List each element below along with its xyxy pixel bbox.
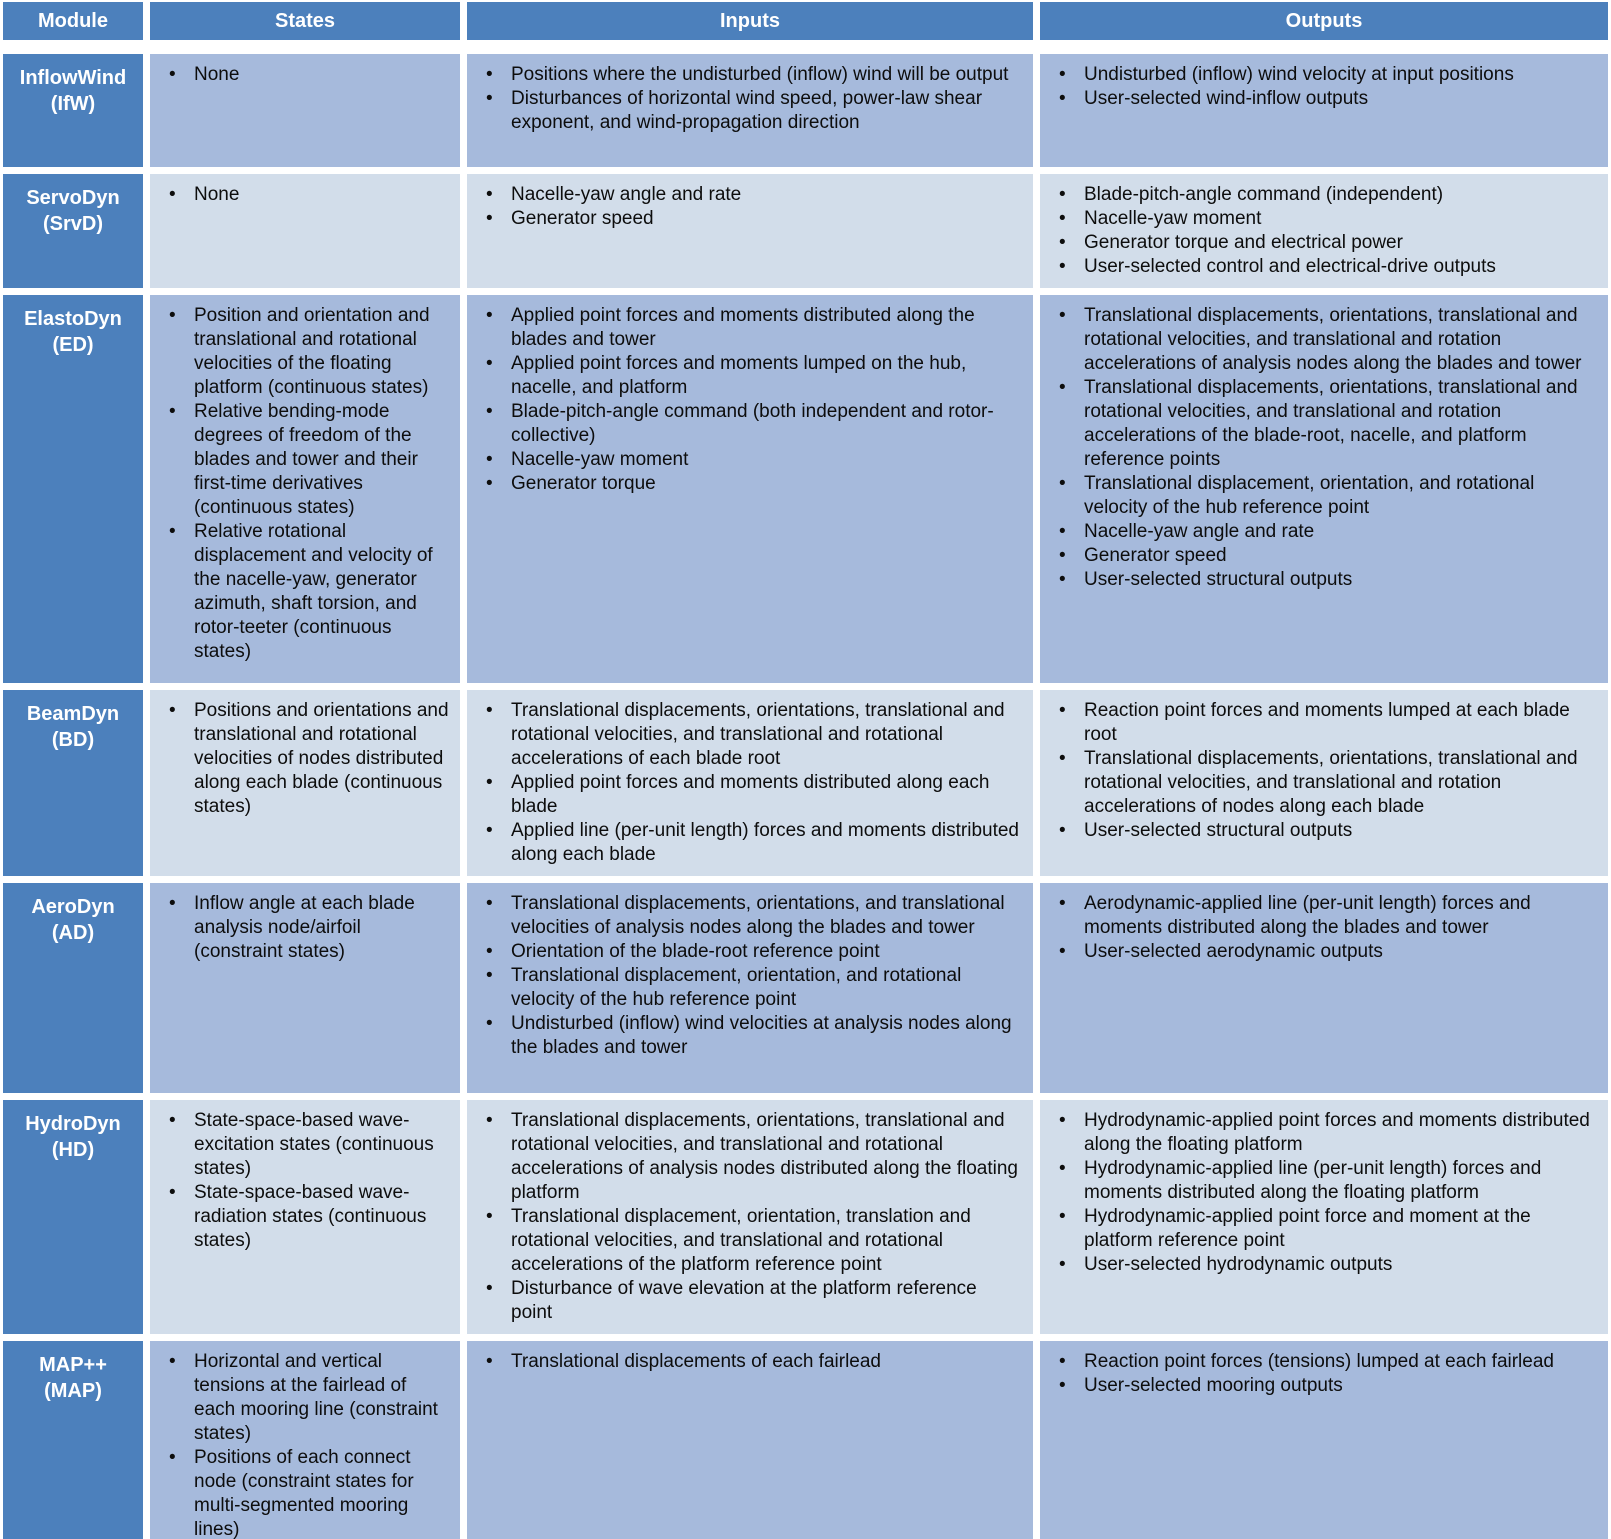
outputs-list — [1040, 699, 1598, 843]
module-name: MAP++ — [39, 1354, 107, 1376]
list-item: • Relative bending-mode degrees of freedom of the blades and tower and their first-time derivatives (continuous states) — [150, 400, 450, 520]
list-item: • Hydrodynamic-applied point force and moment at the platform reference point — [1040, 1205, 1598, 1253]
list-item: • User-selected hydrodynamic outputs — [1040, 1253, 1598, 1277]
list-item: • Applied point forces and moments distributed along each blade — [467, 771, 1023, 819]
table-row — [3, 54, 1608, 167]
inputs-cell — [467, 690, 1033, 876]
outputs-list — [1040, 1109, 1598, 1277]
list-item: • Relative rotational displacement and velocity of the nacelle-yaw, generator azimuth, shaft torsion, and rotor-teeter (continuous states) — [150, 520, 450, 664]
outputs-list — [1040, 183, 1598, 279]
list-item: • Applied line (per-unit length) forces and moments distributed along each blade — [467, 819, 1023, 867]
states-cell — [150, 295, 460, 683]
inputs-cell — [467, 1100, 1033, 1334]
table-row — [3, 1341, 1608, 1539]
list-item: • Translational displacement, orientation, translation and rotational velocities, and translational and rotational accelerations of the platform reference point — [467, 1205, 1023, 1277]
list-item: • User-selected wind-inflow outputs — [1040, 87, 1598, 111]
list-item: • Translational displacements, orientations, translational and rotational velocities, and translational and rotational accelerations of each blade root — [467, 699, 1023, 771]
list-item: • Blade-pitch-angle command (independent) — [1040, 183, 1598, 207]
states-cell — [150, 1341, 460, 1539]
states-cell — [150, 1100, 460, 1334]
list-item: • Horizontal and vertical tensions at the fairlead of each mooring line (constraint states) — [150, 1350, 450, 1446]
inputs-list — [467, 304, 1023, 496]
states-list — [150, 183, 450, 207]
module-abbr: (BD) — [51, 729, 95, 751]
module-abbr: (IfW) — [50, 93, 96, 115]
list-item: • Generator speed — [467, 207, 1023, 231]
header-cell-states: States — [150, 2, 460, 40]
table-row — [3, 295, 1608, 683]
list-item: • None — [150, 183, 450, 207]
list-item: • Reaction point forces (tensions) lumped at each fairlead — [1040, 1350, 1598, 1374]
list-item: • User-selected control and electrical-drive outputs — [1040, 255, 1598, 279]
module-cell — [3, 883, 143, 1093]
list-item: • User-selected mooring outputs — [1040, 1374, 1598, 1398]
list-item: • Translational displacements, orientations, translational and rotational velocities, and translational and rotational accelerations of analysis nodes distributed along the floating platform — [467, 1109, 1023, 1205]
table-row — [3, 883, 1608, 1093]
inputs-list — [467, 699, 1023, 867]
module-table — [3, 2, 1608, 1539]
list-item: • Translational displacements, orientations, translational and rotational velocities, and translational and rotation accelerations of nodes along each blade — [1040, 747, 1598, 819]
module-abbr: (SrvD) — [42, 213, 103, 235]
module-abbr: (ED) — [52, 334, 94, 356]
list-item: • State-space-based wave-excitation states (continuous states) — [150, 1109, 450, 1181]
list-item: • Orientation of the blade-root reference point — [467, 940, 1023, 964]
inputs-cell — [467, 883, 1033, 1093]
table-row — [3, 1100, 1608, 1334]
list-item: • Blade-pitch-angle command (both independent and rotor-collective) — [467, 400, 1023, 448]
outputs-list — [1040, 63, 1598, 111]
list-item: • Generator torque — [467, 472, 1023, 496]
list-item: • Generator torque and electrical power — [1040, 231, 1598, 255]
inputs-list — [467, 892, 1023, 1060]
inputs-cell — [467, 1341, 1033, 1539]
list-item: • Hydrodynamic-applied line (per-unit length) forces and moments distributed along the floating platform — [1040, 1157, 1598, 1205]
list-item: • Translational displacements, orientations, translational and rotational velocities, and translational and rotation accelerations of analysis nodes along the blades and tower — [1040, 304, 1598, 376]
inputs-cell — [467, 54, 1033, 167]
table-row — [3, 690, 1608, 876]
outputs-cell — [1040, 690, 1608, 876]
states-cell — [150, 174, 460, 288]
header-cell-inputs: Inputs — [467, 2, 1033, 40]
list-item: • Positions where the undisturbed (inflow) wind will be output — [467, 63, 1023, 87]
list-item: • Translational displacements, orientations, and translational velocities of analysis nodes along the blades and tower — [467, 892, 1023, 940]
inputs-list — [467, 63, 1023, 135]
list-item: • Positions and orientations and translational and rotational velocities of nodes distributed along each blade (continuous states) — [150, 699, 450, 819]
states-cell — [150, 883, 460, 1093]
outputs-cell — [1040, 1341, 1608, 1539]
module-cell — [3, 54, 143, 167]
list-item: • Undisturbed (inflow) wind velocity at input positions — [1040, 63, 1598, 87]
outputs-cell — [1040, 883, 1608, 1093]
states-cell — [150, 54, 460, 167]
inputs-cell — [467, 295, 1033, 683]
module-cell — [3, 1341, 143, 1539]
list-item: • User-selected structural outputs — [1040, 568, 1598, 592]
list-item: • Positions of each connect node (constraint states for multi-segmented mooring lines) — [150, 1446, 450, 1539]
list-item: • Nacelle-yaw angle and rate — [467, 183, 1023, 207]
list-item: • Nacelle-yaw angle and rate — [1040, 520, 1598, 544]
module-abbr: (HD) — [51, 1139, 95, 1161]
inputs-list — [467, 1350, 1023, 1374]
header-cell-module: Module — [3, 2, 143, 40]
list-item: • User-selected structural outputs — [1040, 819, 1598, 843]
module-name: BeamDyn — [26, 703, 120, 725]
states-list — [150, 63, 450, 87]
outputs-list — [1040, 1350, 1598, 1398]
inputs-list — [467, 183, 1023, 231]
list-item: • Applied point forces and moments distributed along the blades and tower — [467, 304, 1023, 352]
outputs-cell — [1040, 174, 1608, 288]
states-list — [150, 304, 450, 664]
outputs-list — [1040, 304, 1598, 592]
module-cell — [3, 295, 143, 683]
inputs-cell — [467, 174, 1033, 288]
module-name: ElastoDyn — [24, 308, 122, 330]
module-name: ServoDyn — [26, 187, 120, 209]
list-item: • Translational displacements, orientations, translational and rotational velocities, and translational and rotation accelerations of the blade-root, nacelle, and platform reference points — [1040, 376, 1598, 472]
list-item: • Translational displacement, orientation, and rotational velocity of the hub reference point — [467, 964, 1023, 1012]
header-cell-outputs: Outputs — [1040, 2, 1608, 40]
outputs-cell — [1040, 54, 1608, 167]
list-item: • Inflow angle at each blade analysis node/airfoil (constraint states) — [150, 892, 450, 964]
inputs-list — [467, 1109, 1023, 1325]
list-item: • State-space-based wave-radiation states (continuous states) — [150, 1181, 450, 1253]
list-item: • Translational displacement, orientation, and rotational velocity of the hub reference point — [1040, 472, 1598, 520]
list-item: • Nacelle-yaw moment — [1040, 207, 1598, 231]
states-list — [150, 1109, 450, 1253]
table-header — [3, 2, 1608, 40]
module-cell — [3, 690, 143, 876]
list-item: • Position and orientation and translational and rotational velocities of the floating platform (continuous states) — [150, 304, 450, 400]
list-item: • Undisturbed (inflow) wind velocities at analysis nodes along the blades and tower — [467, 1012, 1023, 1060]
outputs-cell — [1040, 1100, 1608, 1334]
list-item: • Disturbance of wave elevation at the platform reference point — [467, 1277, 1023, 1325]
module-cell — [3, 1100, 143, 1334]
outputs-list — [1040, 892, 1598, 964]
outputs-cell — [1040, 295, 1608, 683]
module-name: InflowWind — [19, 67, 127, 89]
module-name: AeroDyn — [31, 896, 115, 918]
list-item: • Hydrodynamic-applied point forces and moments distributed along the floating platform — [1040, 1109, 1598, 1157]
states-list — [150, 699, 450, 819]
states-cell — [150, 690, 460, 876]
list-item: • Disturbances of horizontal wind speed, power-law shear exponent, and wind-propagation direction — [467, 87, 1023, 135]
list-item: • Generator speed — [1040, 544, 1598, 568]
list-item: • Translational displacements of each fairlead — [467, 1350, 1023, 1374]
list-item: • None — [150, 63, 450, 87]
list-item: • Nacelle-yaw moment — [467, 448, 1023, 472]
list-item: • Aerodynamic-applied line (per-unit length) forces and moments distributed along the blades and tower — [1040, 892, 1598, 940]
list-item: • Reaction point forces and moments lumped at each blade root — [1040, 699, 1598, 747]
list-item: • Applied point forces and moments lumped on the hub, nacelle, and platform — [467, 352, 1023, 400]
table-row — [3, 174, 1608, 288]
module-name: HydroDyn — [25, 1113, 121, 1135]
list-item: • User-selected aerodynamic outputs — [1040, 940, 1598, 964]
states-list — [150, 1350, 450, 1539]
module-abbr: (AD) — [51, 922, 95, 944]
table-body — [3, 54, 1608, 1539]
states-list — [150, 892, 450, 964]
module-cell — [3, 174, 143, 288]
module-abbr: (MAP) — [44, 1380, 102, 1402]
